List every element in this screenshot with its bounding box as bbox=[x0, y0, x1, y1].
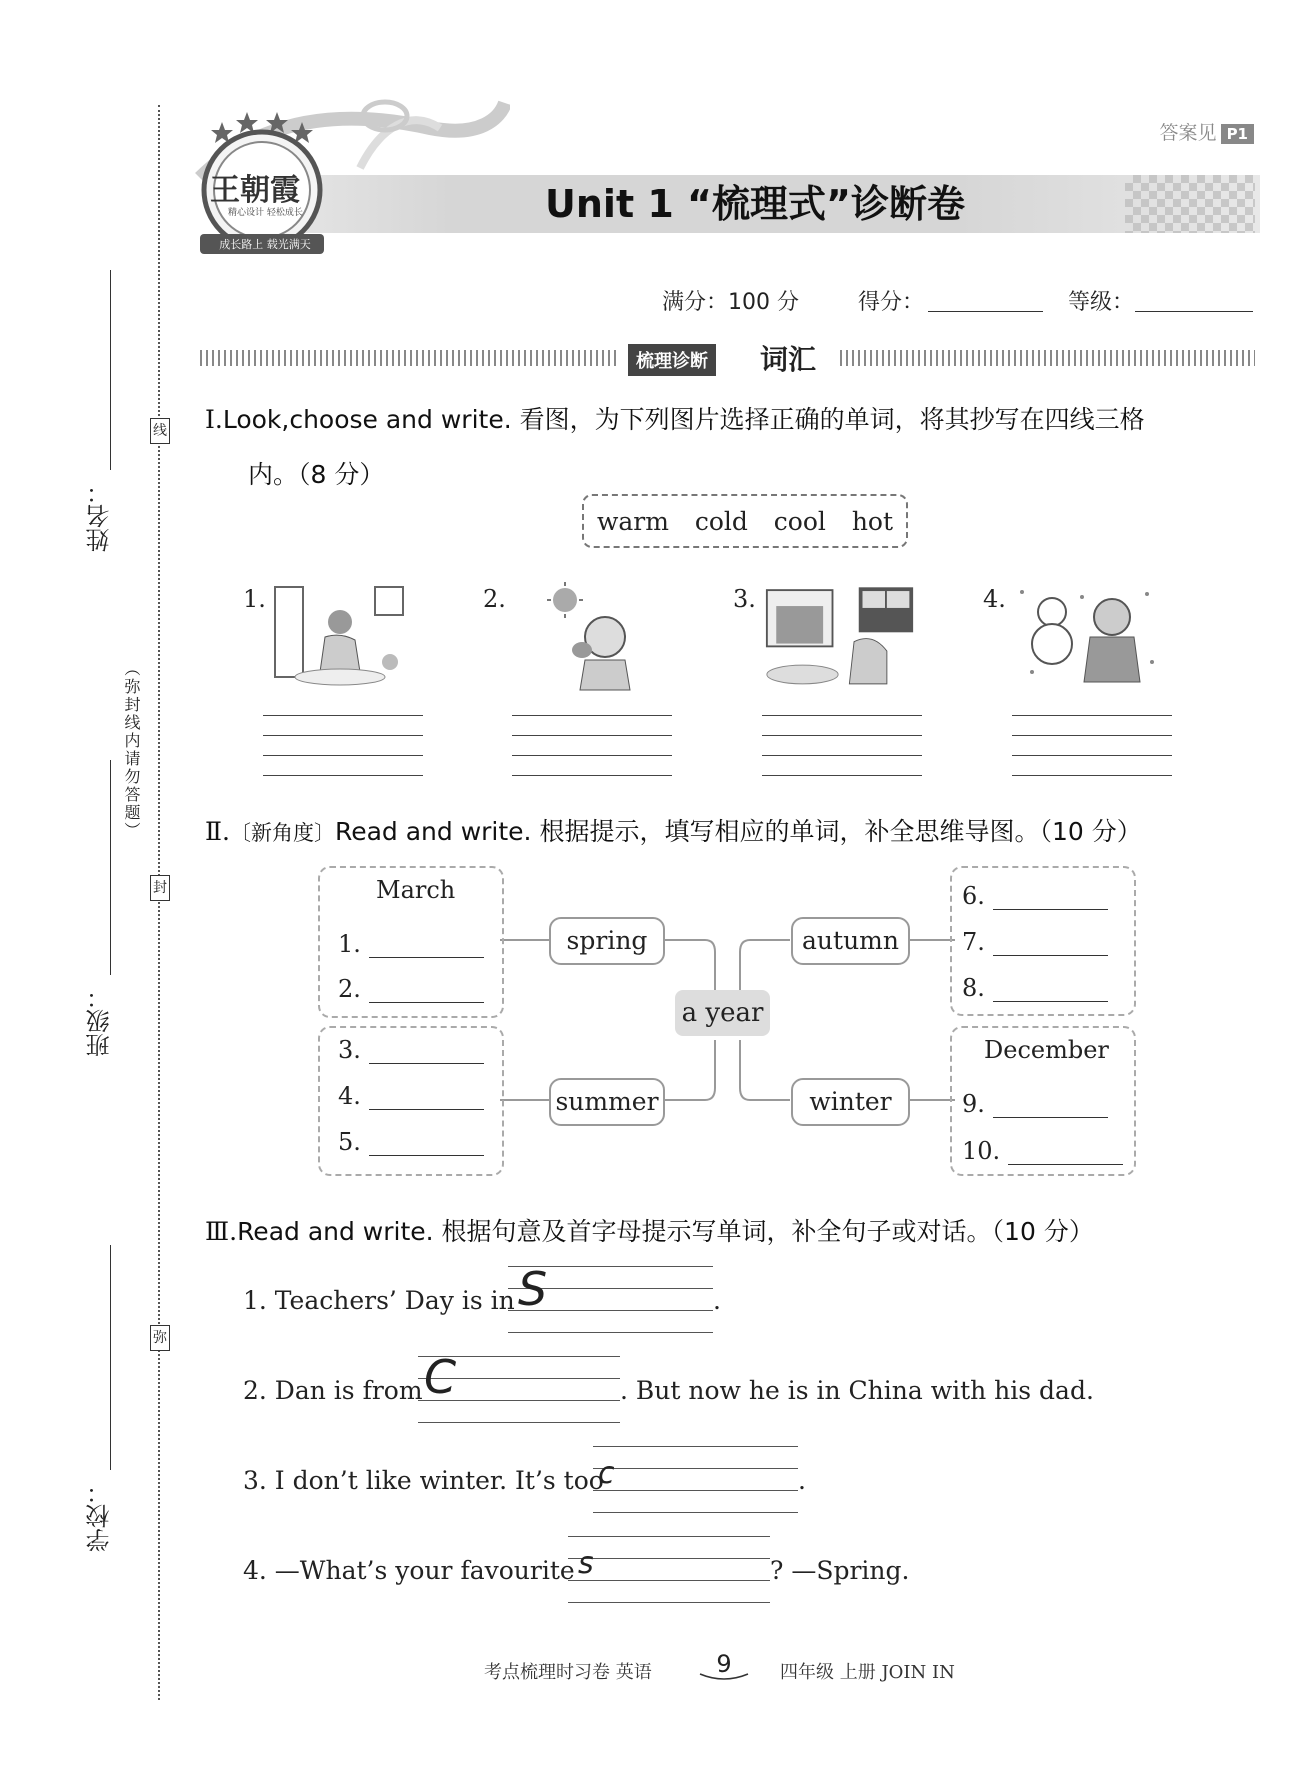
word-bank bbox=[582, 494, 908, 548]
item-number: 10. bbox=[962, 1137, 1001, 1165]
autumn-node: autumn bbox=[791, 917, 910, 965]
full-score: 满分：100 分 bbox=[662, 290, 799, 315]
seal-note: （弥封线内请勿答题） bbox=[122, 660, 141, 840]
class-label: 班级： bbox=[86, 985, 114, 1057]
item-number: 6. bbox=[962, 882, 985, 910]
word-bank-item: cold bbox=[694, 506, 748, 536]
sentence-1-prefix: 1. Teachers’ Day is in bbox=[243, 1286, 515, 1315]
writing-lines-4[interactable] bbox=[1012, 715, 1172, 795]
warm-room-illustration bbox=[270, 582, 420, 692]
q1-text: Look,choose and write. 看图，为下列图片选择正确的单词，将其抄写在四线三格 bbox=[222, 405, 1145, 434]
word-bank-item: warm bbox=[596, 506, 669, 536]
writing-lines-3[interactable] bbox=[762, 715, 922, 795]
answer-blank[interactable] bbox=[1008, 1142, 1123, 1165]
page-number: 9 bbox=[716, 1650, 732, 1678]
mindmap-blank[interactable] bbox=[338, 1082, 484, 1110]
mindmap-blank[interactable] bbox=[338, 975, 484, 1003]
q1-item-number: 1. bbox=[243, 585, 266, 613]
word-bank-item: hot bbox=[851, 506, 894, 536]
mindmap-blank[interactable] bbox=[338, 1128, 484, 1156]
mindmap-blank[interactable] bbox=[338, 1036, 484, 1064]
footer-left: 考点梳理时习卷 英语 bbox=[484, 1662, 652, 1683]
summer-node: summer bbox=[549, 1078, 665, 1126]
mindmap-blank[interactable] bbox=[962, 928, 1108, 956]
score-field[interactable] bbox=[928, 285, 1043, 312]
answer-blank[interactable] bbox=[993, 933, 1108, 956]
section-bar-left bbox=[200, 350, 620, 366]
answer-ref-label: 答案见 bbox=[1159, 122, 1217, 144]
mindmap-blank[interactable] bbox=[338, 930, 484, 958]
q2-text: Read and write. 根据提示，填写相应的单词，补全思维导图。（10 分） bbox=[334, 817, 1142, 846]
section-title: 词汇 bbox=[760, 343, 817, 376]
item-number: 9. bbox=[962, 1090, 985, 1118]
sentence-4-hint-letter: s bbox=[578, 1546, 594, 1581]
answer-blank[interactable] bbox=[993, 979, 1108, 1002]
sentence-2-prefix: 2. Dan is from bbox=[243, 1376, 423, 1405]
sentence-3-prefix: 3. I don’t like winter. It’s too bbox=[243, 1466, 604, 1495]
item-number: 8. bbox=[962, 974, 985, 1002]
page-title: Unit 1 “梳理式”诊断卷 bbox=[545, 182, 965, 226]
answer-blank[interactable] bbox=[369, 980, 484, 1003]
sentence-1-suffix: . bbox=[713, 1286, 721, 1315]
sentence-2-suffix: . But now he is in China with his dad. bbox=[620, 1376, 1094, 1405]
q3-text: Read and write. 根据句意及首字母提示写单词，补全句子或对话。（10 分） bbox=[237, 1217, 1094, 1246]
answer-ref-page: P1 bbox=[1221, 124, 1254, 144]
section-tag: 梳理诊断 bbox=[628, 344, 716, 376]
cool-snowman-illustration bbox=[1012, 582, 1162, 692]
mindmap-blank[interactable] bbox=[962, 882, 1108, 910]
sentence-3-hint-letter: c bbox=[598, 1456, 615, 1491]
answer-blank[interactable] bbox=[369, 1087, 484, 1110]
sentence-4-prefix: 4. —What’s your favourite bbox=[243, 1556, 575, 1585]
item-number: 3. bbox=[338, 1036, 361, 1064]
mind-map-center: a year bbox=[675, 990, 770, 1036]
answer-blank[interactable] bbox=[369, 935, 484, 958]
school-field[interactable] bbox=[110, 1245, 111, 1470]
logo-subtitle: 精心设计 轻松成长 bbox=[228, 208, 303, 218]
grade-field[interactable] bbox=[1135, 285, 1253, 312]
writing-lines-2[interactable] bbox=[512, 715, 672, 795]
logo-banner: 成长路上 载光满天 bbox=[219, 238, 311, 251]
sentence-4-suffix: ? —Spring. bbox=[770, 1556, 910, 1585]
answer-blank[interactable] bbox=[993, 887, 1108, 910]
score-label: 得分： bbox=[858, 290, 925, 315]
q2-roman: Ⅱ. bbox=[205, 817, 230, 846]
writing-lines-1[interactable] bbox=[263, 715, 423, 795]
q1-item-number: 3. bbox=[733, 585, 756, 613]
item-number: 2. bbox=[338, 975, 361, 1003]
mindmap-blank[interactable] bbox=[962, 1090, 1108, 1118]
spring-node: spring bbox=[549, 917, 665, 965]
item-number: 5. bbox=[338, 1128, 361, 1156]
q2-tag: 〔新角度〕 bbox=[229, 821, 335, 845]
sentence-1-hint-letter: S bbox=[518, 1262, 548, 1316]
logo-text: 王朝霞 bbox=[210, 173, 300, 208]
item-number: 4. bbox=[338, 1082, 361, 1110]
school-label: 学校： bbox=[86, 1480, 114, 1552]
sentence-3-suffix: . bbox=[798, 1466, 806, 1495]
q1-item-number: 2. bbox=[483, 585, 506, 613]
q1-instruction-cont: 内。（8 分） bbox=[248, 460, 385, 489]
class-field[interactable] bbox=[110, 760, 111, 975]
q2-instruction bbox=[205, 812, 1142, 848]
item-number: 1. bbox=[338, 930, 361, 958]
sentence-3-answer-lines[interactable] bbox=[593, 1446, 798, 1512]
seal-char-seal: 封 bbox=[150, 875, 170, 901]
sentence-2-hint-letter: C bbox=[424, 1350, 457, 1404]
answer-blank[interactable] bbox=[369, 1041, 484, 1064]
page-number-underline bbox=[698, 1672, 750, 1684]
item-number: 7. bbox=[962, 928, 985, 956]
winter-given-month: December bbox=[984, 1036, 1109, 1064]
q3-instruction bbox=[205, 1212, 1094, 1248]
q1-roman: Ⅰ. bbox=[205, 405, 223, 434]
winter-node: winter bbox=[791, 1078, 910, 1126]
binding-dotted-line bbox=[158, 105, 160, 1700]
mindmap-blank[interactable] bbox=[962, 1137, 1123, 1165]
answer-reference bbox=[1160, 118, 1254, 145]
q1-instruction bbox=[205, 400, 1145, 436]
mindmap-blank[interactable] bbox=[962, 974, 1108, 1002]
cold-fireplace-illustration bbox=[765, 582, 915, 692]
spring-given-month: March bbox=[376, 876, 456, 904]
seal-char-mi: 弥 bbox=[150, 1325, 170, 1351]
seal-char-line: 线 bbox=[150, 418, 170, 444]
q3-roman: Ⅲ. bbox=[205, 1217, 238, 1246]
word-bank-item: cool bbox=[773, 506, 826, 536]
answer-blank[interactable] bbox=[369, 1133, 484, 1156]
q1-item-number: 4. bbox=[983, 585, 1006, 613]
sentence-4-answer-lines[interactable] bbox=[568, 1536, 770, 1602]
section-bar-right bbox=[840, 350, 1255, 366]
name-field[interactable] bbox=[110, 270, 111, 470]
hot-boy-illustration bbox=[520, 582, 670, 692]
footer-right: 四年级 上册 JOIN IN bbox=[780, 1662, 955, 1683]
name-label: 姓名： bbox=[86, 480, 114, 552]
answer-blank[interactable] bbox=[993, 1095, 1108, 1118]
grade-label: 等级： bbox=[1068, 290, 1135, 315]
